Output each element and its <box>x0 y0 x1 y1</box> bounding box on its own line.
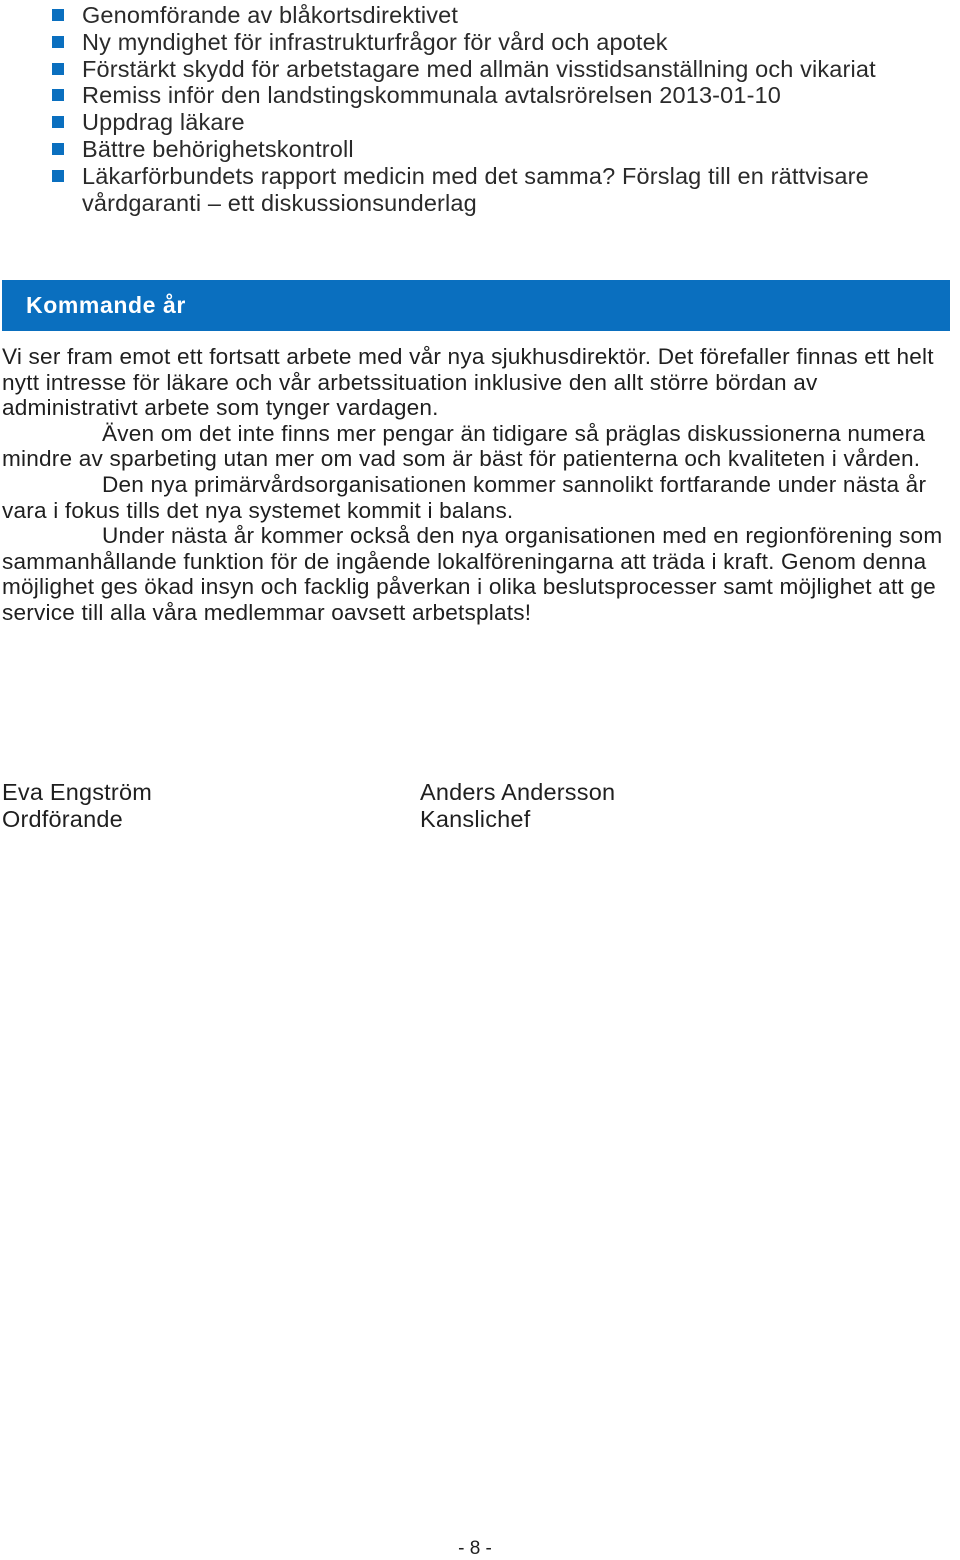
square-bullet-icon <box>52 143 64 155</box>
body-text <box>2 344 952 626</box>
list-item <box>0 136 960 163</box>
list-item-text: Läkarförbundets rapport medicin med det samma? Förslag till en rättvisare vårdgaranti – ett diskussionsunderlag <box>82 162 869 216</box>
list-item <box>0 56 960 83</box>
signatory-name: Anders Andersson <box>420 779 616 805</box>
list-item-text: Bättre behörighetskontroll <box>82 135 354 162</box>
list-item-text: Genomförande av blåkortsdirektivet <box>82 2 459 28</box>
paragraph: Även om det inte finns mer pengar än tidigare så präglas diskussionerna numera mindre av sparbeting utan mer om vad som är bäst för patienterna och kvaliteten i vården. <box>2 420 926 472</box>
square-bullet-icon <box>52 116 64 128</box>
square-bullet-icon <box>52 63 64 75</box>
list-item <box>0 2 960 29</box>
section-title: Kommande år <box>26 292 186 318</box>
list-item-text: Remiss inför den landstingskommunala avtalsrörelsen 2013-01-10 <box>82 82 781 109</box>
bullet-list <box>0 2 960 216</box>
list-item-text: Uppdrag läkare <box>82 109 245 136</box>
list-item <box>0 29 960 56</box>
signature-left <box>2 779 152 832</box>
paragraph: Den nya primärvårdsorganisationen kommer sannolikt fortfarande under nästa år vara i fokus tills det nya systemet kommit i balans. <box>2 471 927 523</box>
signatory-role: Kanslichef <box>420 805 531 832</box>
signatory-role: Ordförande <box>2 805 123 832</box>
square-bullet-icon <box>52 9 64 21</box>
section-header-bar <box>2 280 950 331</box>
square-bullet-icon <box>52 36 64 48</box>
list-item <box>0 109 960 136</box>
list-item-text: Förstärkt skydd för arbetstagare med allmän visstidsanställning och vikariat <box>82 55 876 82</box>
signature-right <box>420 779 615 832</box>
paragraph: Vi ser fram emot ett fortsatt arbete med vår nya sjukhusdirektör. Det förefaller finnas ett helt nytt intresse för läkare och vår arbetssituation inklusive den allt större bördan av administrativt arbete som tynger vardagen. <box>2 344 934 421</box>
page-number: - 8 - <box>458 1538 492 1559</box>
square-bullet-icon <box>52 89 64 101</box>
list-item <box>0 82 960 109</box>
square-bullet-icon <box>52 170 64 182</box>
paragraph: Under nästa år kommer också den nya organisationen med en regionförening som sammanhållande funktion för de ingående lokalföreningarna att träda i kraft. Genom denna möjlighet ges ökad insyn och facklig påverkan i olika beslutsprocesser samt möjlighet att ge service till alla våra medlemmar oavsett arbetsplats! <box>2 523 943 625</box>
signatory-name: Eva Engström <box>2 779 152 805</box>
list-item <box>0 163 960 217</box>
list-item-text: Ny myndighet för infrastrukturfrågor för vård och apotek <box>82 28 668 55</box>
